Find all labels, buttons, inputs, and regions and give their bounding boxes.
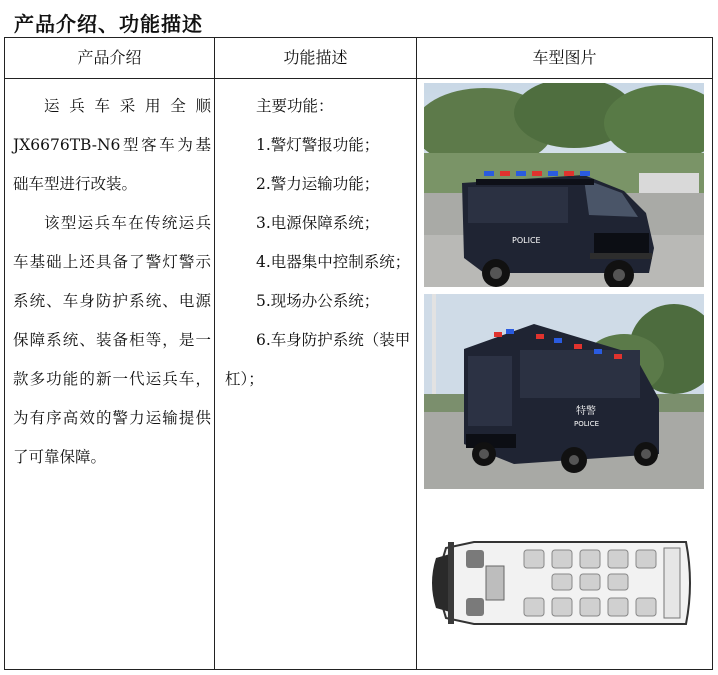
seating-layout-diagram	[424, 528, 704, 638]
header-vehicle-photos: 车型图片	[532, 48, 597, 67]
badge-label: 特警	[576, 406, 596, 417]
police-label: POLICE	[574, 420, 600, 428]
function-title: 主要功能：	[256, 97, 334, 115]
function-item: 3.电源保障系统；	[256, 214, 380, 232]
column-divider	[416, 38, 417, 669]
intro-paragraph: 运兵车采用全顺JX6676TB-N6型客车为基础车型进行改装。	[13, 97, 211, 193]
header-function-desc: 功能描述	[283, 48, 348, 67]
intro-paragraph: 该型运兵车在传统运兵车基础上还具备了警灯警示系统、车身防护系统、电源保障系统、装备柜等，是一款多功能的新一代运兵车，为有序高效的警力运输提供了可靠保障。	[13, 214, 211, 466]
section-heading: 产品介绍、功能描述	[14, 12, 203, 36]
function-item: 2.警力运输功能；	[256, 175, 380, 193]
header-divider	[5, 78, 712, 79]
header-product-intro: 产品介绍	[77, 48, 142, 67]
police-label: POLICE	[512, 236, 541, 245]
column-divider	[214, 38, 215, 669]
van-front-photo	[424, 83, 704, 287]
van-rear-photo	[424, 294, 704, 489]
function-list	[225, 87, 413, 399]
function-item: 4.电器集中控制系统；	[256, 253, 411, 271]
product-table	[4, 37, 713, 670]
product-intro-text	[13, 87, 211, 477]
function-item: 5.现场办公系统；	[256, 292, 380, 310]
function-item: 1.警灯警报功能；	[256, 136, 380, 154]
function-item: 6.车身防护系统（装甲杠）；	[225, 331, 411, 388]
